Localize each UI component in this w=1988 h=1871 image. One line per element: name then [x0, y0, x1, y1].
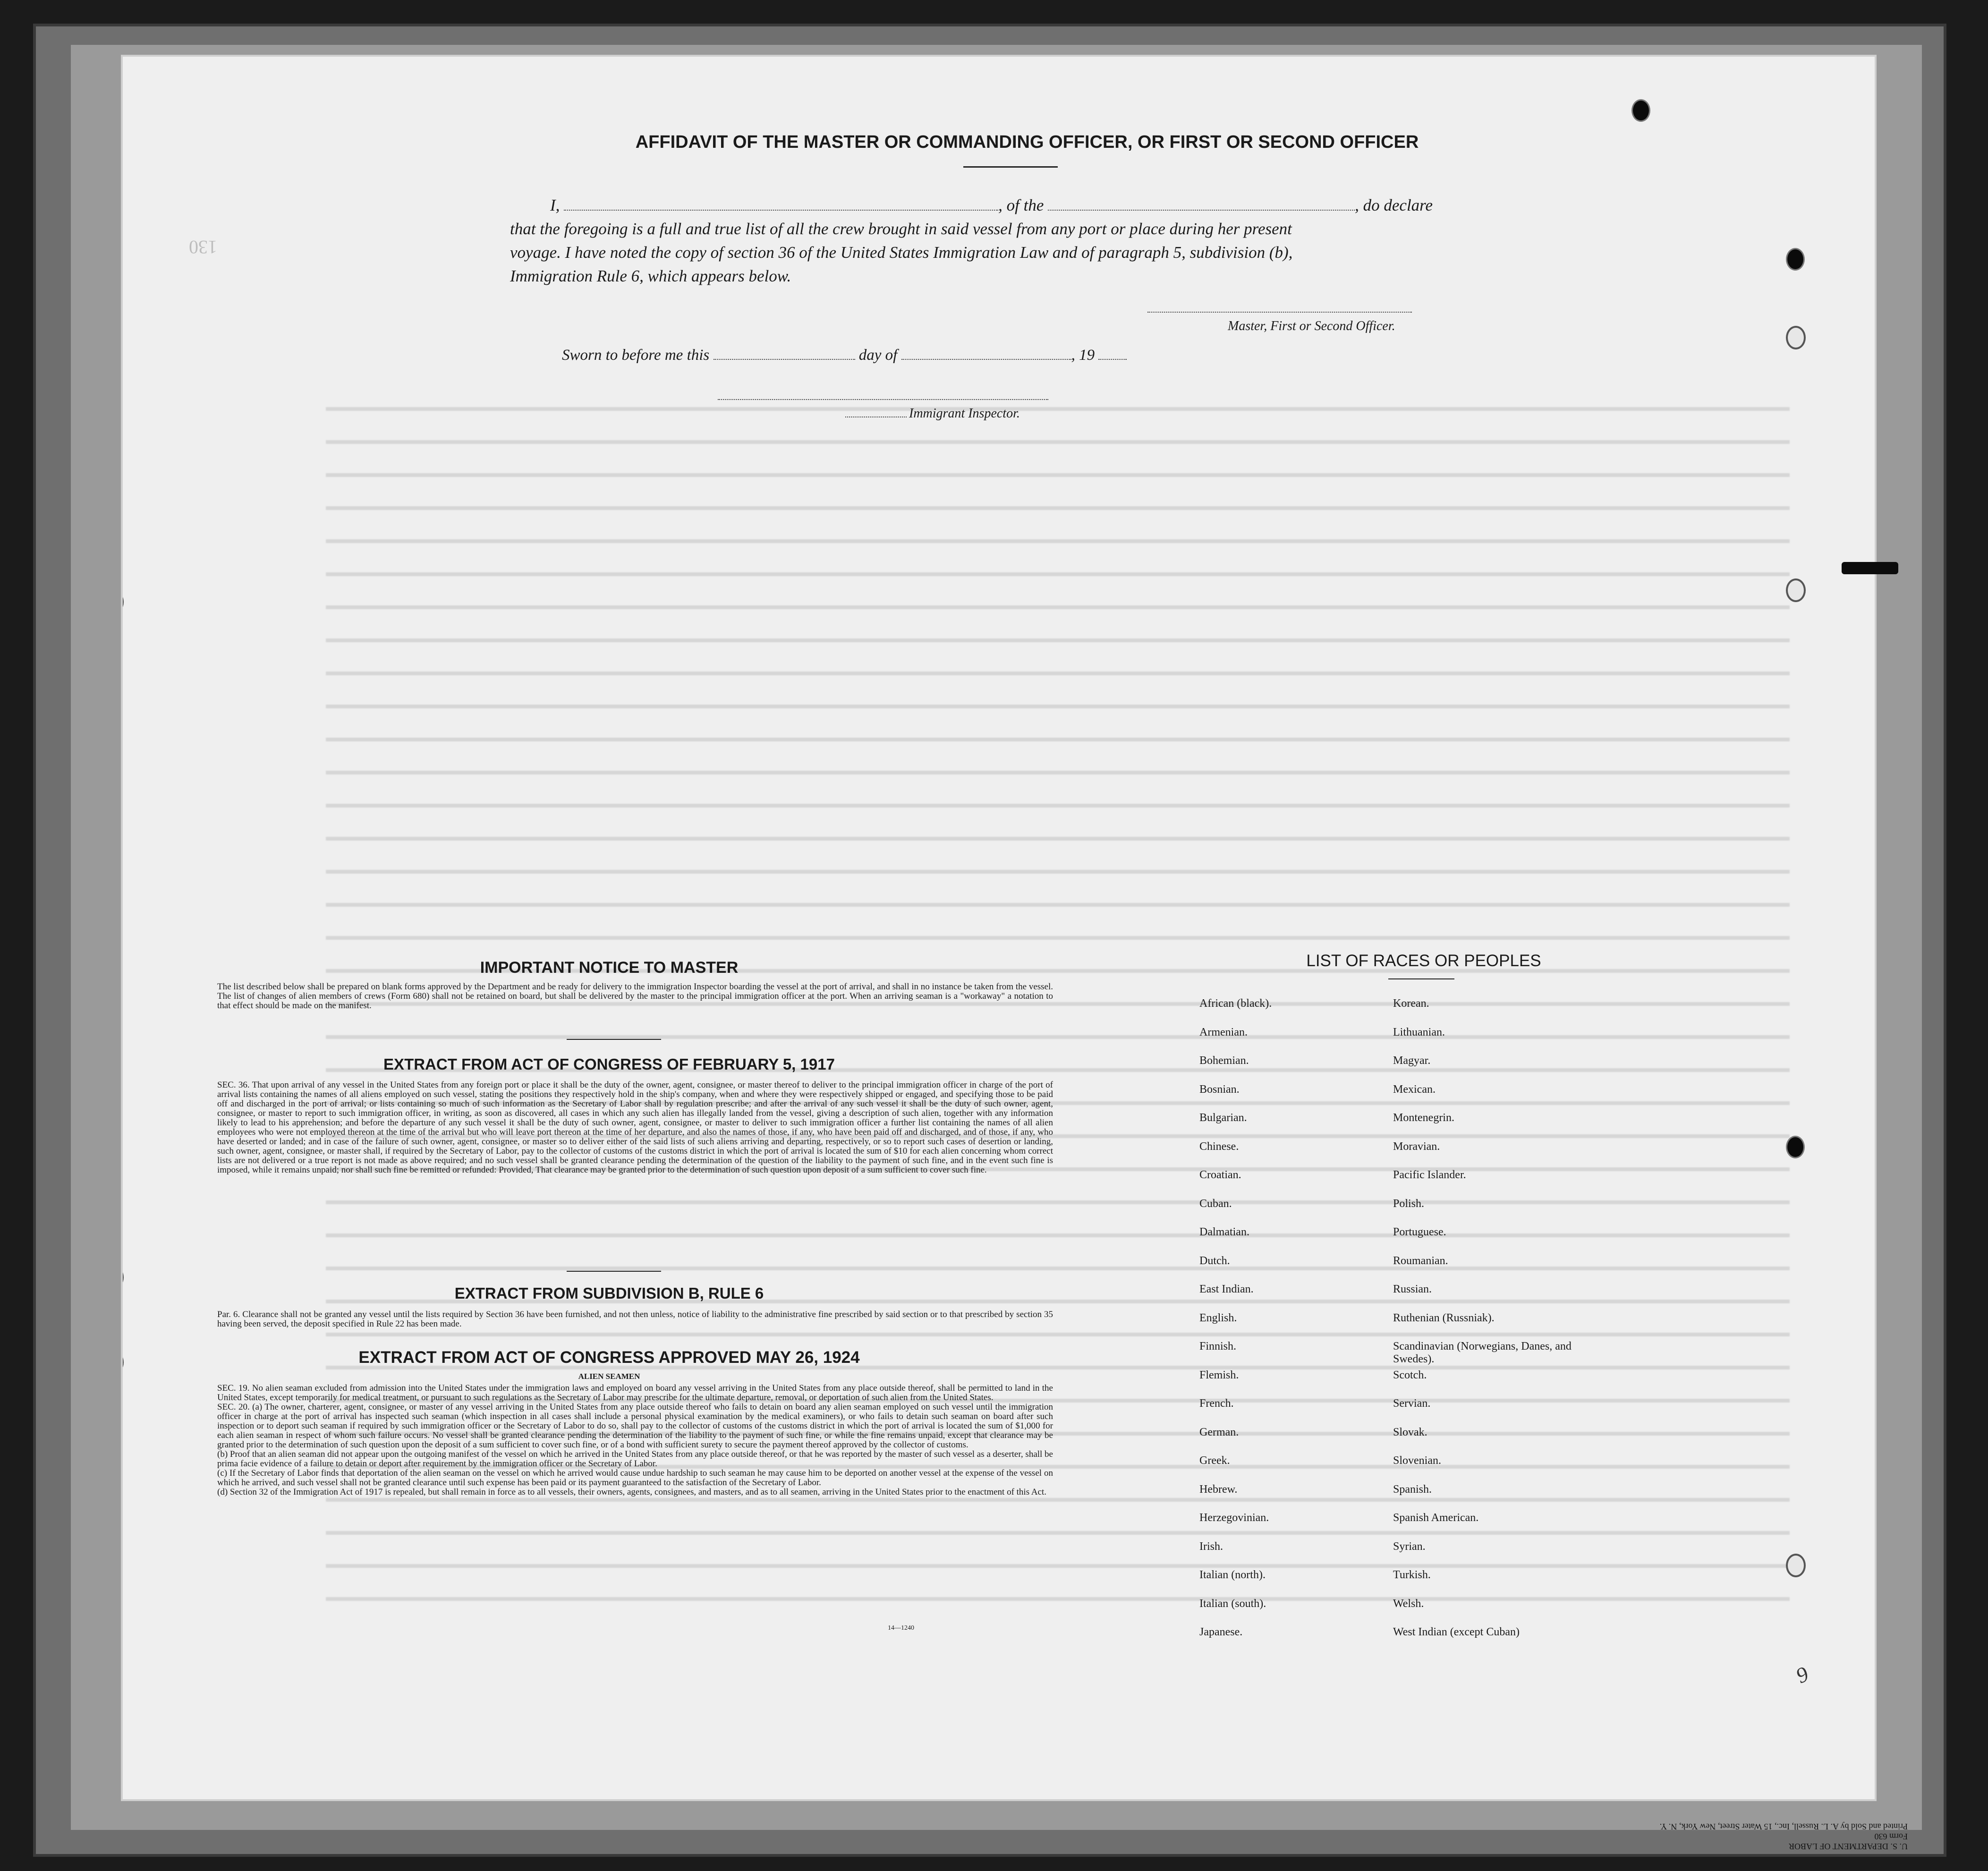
- act-1924-text: [217, 1384, 1053, 1497]
- notice-rule: [567, 1039, 661, 1040]
- race-list-item: German.: [1199, 1426, 1239, 1438]
- affidavit-of-the: , of the: [998, 196, 1044, 214]
- sworn-text: Sworn to before me this: [562, 347, 710, 364]
- affidavit-line-2: that the foregoing is a full and true list of all the crew brought in said vessel from any port or place during her present: [510, 220, 1292, 238]
- punch-hole-icon: [123, 1266, 124, 1289]
- sec-20d-text: (d) Section 32 of the Immigration Act of 1917 is repealed, but shall remain in force as to all vessels, their owners, agents, consignees, and masters, and as to all seamen, arriving in the United States prior to the enactment of this Act.: [217, 1487, 1046, 1497]
- races-right-column: [1393, 997, 1591, 1655]
- rule-6-heading: EXTRACT FROM SUBDIVISION B, RULE 6: [454, 1284, 764, 1302]
- title-rule: [963, 166, 1058, 168]
- notice-text: The list described below shall be prepared on blank forms approved by the Department and be ready for delivery to the immigration Inspector boarding the vessel at the port of arrival, and shall in no instance be taken from the vessel. The list of changes of alien members of crews (Form 680) shall not be retained on board, but shall be delivered by the master to the principal immigration officer at the port. When an arriving seaman is a "workaway" a notation to that effect should be made on the manifest.: [217, 982, 1053, 1011]
- race-list-item: Roumanian.: [1393, 1254, 1448, 1267]
- race-list-item: Irish.: [1199, 1540, 1223, 1553]
- punch-hole-icon: [1786, 248, 1805, 271]
- race-list-item: Moravian.: [1393, 1140, 1440, 1153]
- race-list-item: Herzegovinian.: [1199, 1512, 1269, 1524]
- race-list-item: East Indian.: [1199, 1283, 1254, 1295]
- affidavit-i: I,: [550, 196, 560, 214]
- race-list-item: Slovenian.: [1393, 1454, 1441, 1467]
- notice-heading: IMPORTANT NOTICE TO MASTER: [480, 959, 739, 977]
- punch-hole-icon: [1786, 578, 1806, 602]
- punch-hole-icon: [1786, 326, 1806, 349]
- act-1917-rule: [567, 1271, 661, 1272]
- race-list-item: Bosnian.: [1199, 1083, 1240, 1096]
- race-list-item: Armenian.: [1199, 1026, 1248, 1038]
- affidavit-do-declare: , do declare: [1355, 196, 1433, 214]
- races-heading: LIST OF RACES OR PEOPLES: [1306, 952, 1541, 970]
- race-list-item: Dutch.: [1199, 1254, 1230, 1267]
- act-1917-text: SEC. 36. That upon arrival of any vessel in the United States from any foreign port or place it shall be the duty of the owner, agent, consignee, or master thereof to deliver to the principal immigration officer in charge of the port of arrival lists containing the names of all aliens employed on such vessel, stating the positions they respectively hold in the ship's company, when and where they were respectively shipped or engaged, and specifying those to be paid off and discharged in the port of arrival; or lists containing so much of such information as the Secretary of Labor shall by regulation prescribe; and after the arrival of any such vessel it shall be the duty of such owner, agent, consignee, or master to report to such immigration officer, in writing, as soon as discovered, all cases in which any such alien has illegally landed from the vessel, giving a description of such alien, together with any information likely to lead to his apprehension; and before the departure of any such vessel it shall be the duty of such owner, agent, consignee, or master to deliver to such immigration officer a further list containing the names of all alien employees who were not employed thereon at the time of the arrival but who will leave port thereon at the time of her departure, and also the names of those, if any, who have been paid off and discharged, and of those, if any, who have deserted or landed; and in case of the failure of such owner, agent, consignee, or master so to deliver either of the said lists of such aliens arriving and departing, respectively, or so to report such cases of desertion or landing, such owner, agent, consignee, or master shall, if required by the Secretary of Labor, pay to the collector of customs of the customs district in which the port of arrival is located the sum of $10 for each alien concerning whom correct lists are not delivered or a true report is not made as above required; and no such vessel shall be granted clearance pending the determination of the question of the liability to the payment of such fine, and in the event such fine is imposed, while it remains unpaid; nor shall such fine be remitted or refunded: Provided, That clearance may be granted prior to the determination of such question upon deposit of a sum sufficient to cover such fine.: [217, 1080, 1053, 1175]
- race-list-item: Mexican.: [1393, 1083, 1436, 1096]
- sworn-line: [562, 345, 1127, 364]
- race-list-item: Italian (north).: [1199, 1569, 1266, 1581]
- race-list-item: Servian.: [1393, 1397, 1431, 1410]
- race-list-item: Flemish.: [1199, 1369, 1239, 1381]
- punch-hole-icon: [123, 590, 124, 614]
- under-sheet-imprint: [1313, 1799, 1908, 1851]
- sec-20b-text: (b) Proof that an alien seaman did not appear upon the outgoing manifest of the vessel on which he arrived in the United States from any place outside thereof, or that he was reported by the master of such vessel as a deserter, shall be prima facie evidence of a failure to detain or deport after requirement by the immigration officer or the Secretary of Labor.: [217, 1449, 1053, 1469]
- race-list-item: Slovak.: [1393, 1426, 1427, 1438]
- race-list-item: Dalmatian.: [1199, 1226, 1249, 1238]
- affidavit-body: [510, 194, 1601, 288]
- affidavit-line-1: [510, 194, 1601, 217]
- race-list-item: Italian (south).: [1199, 1597, 1266, 1610]
- race-list-item: Lithuanian.: [1393, 1026, 1445, 1038]
- punch-hole-icon: [1786, 1554, 1806, 1577]
- punch-hole-icon: [1786, 1136, 1805, 1158]
- race-list-item: Japanese.: [1199, 1626, 1243, 1638]
- race-list-item: Bohemian.: [1199, 1055, 1249, 1067]
- inspector-label: Immigrant Inspector.: [909, 406, 1020, 421]
- race-list-item: Polish.: [1393, 1197, 1425, 1210]
- master-signature-label: Master, First or Second Officer.: [1228, 319, 1395, 333]
- race-list-item: Portuguese.: [1393, 1226, 1446, 1238]
- race-list-item: Ruthenian (Russniak).: [1393, 1311, 1495, 1324]
- race-list-item: Scotch.: [1393, 1369, 1427, 1381]
- race-list-item: Cuban.: [1199, 1197, 1232, 1210]
- rule-6-text: Par. 6. Clearance shall not be granted any vessel until the lists required by Section 36 have been furnished, and not then unless, notice of liability to the administrative fine prescribed by said section or to that prescribed by section 35 having been served, the deposit specified in Rule 22 has been made.: [217, 1310, 1053, 1329]
- race-list-item: Finnish.: [1199, 1340, 1237, 1352]
- year-prefix: , 19: [1071, 347, 1095, 364]
- race-list-item: Hebrew.: [1199, 1483, 1238, 1496]
- vessel-blank[interactable]: [1048, 196, 1355, 211]
- race-list-item: Spanish.: [1393, 1483, 1432, 1496]
- master-signature-line[interactable]: [1147, 312, 1412, 313]
- race-list-item: English.: [1199, 1311, 1237, 1324]
- race-list-item: Greek.: [1199, 1454, 1230, 1467]
- day-of-text: day of: [858, 347, 898, 364]
- manifest-page: [123, 57, 1875, 1799]
- margin-page-number: 130: [189, 237, 217, 258]
- race-list-item: Croatian.: [1199, 1169, 1241, 1181]
- sec-20a-text: SEC. 20. (a) The owner, charterer, agent, consignee, or master of any vessel arriving in the United States from any place outside thereof who fails to detain on board any alien seaman employed on such vessel until the immigration officer in charge at the port of arrival has inspected such seaman (which inspection in all cases shall include a personal physical examination by the medical examiners), or who fails to detain such seaman on board after such inspection or to deport such seaman if required by such immigration officer or the Secretary of Labor to do so, shall pay to the collector of customs of the customs district in which the port of arrival is located the sum of $1,000 for each alien seaman in respect of whom such failure occurs. No vessel shall be granted clearance pending the determination of the liability to the payment of such fine, or while the fine remains unpaid, except that clearance may be granted prior to the determination of such question upon the deposit of a sum sufficient to cover such fine, or of a bond with sufficient surety to secure the payment thereof approved by the collector of customs.: [217, 1402, 1053, 1450]
- race-list-item: Chinese.: [1199, 1140, 1239, 1153]
- race-list-item: Pacific Islander.: [1393, 1169, 1466, 1181]
- sworn-year-blank[interactable]: [1098, 345, 1127, 360]
- race-list-item: Bulgarian.: [1199, 1112, 1247, 1124]
- imprint-line-2: Form 630: [1874, 1832, 1908, 1841]
- form-code: 14—1240: [888, 1624, 914, 1632]
- race-list-item: Russian.: [1393, 1283, 1432, 1295]
- race-list-item: African (black).: [1199, 997, 1272, 1010]
- race-list-item: West Indian (except Cuban): [1393, 1626, 1520, 1638]
- inspector-signature-line[interactable]: [718, 399, 1048, 400]
- sec-19-text: SEC. 19. No alien seaman excluded from admission into the United States under the immigration laws and employed on board any vessel arriving in the United States from any place outside thereof, shall be permitted to land in the United States, except temporarily for medical treatment, or pursuant to such regulations as the Secretary of Labor may prescribe for the ultimate departure, removal, or deportation of such alien from the United States.: [217, 1383, 1053, 1403]
- race-list-item: Turkish.: [1393, 1569, 1431, 1581]
- race-list-item: Welsh.: [1393, 1597, 1424, 1610]
- race-list-item: Montenegrin.: [1393, 1112, 1454, 1124]
- imprint-line-3: Printed and Sold by A. L. Russell, Inc., 15 Water Street, New York, N. Y.: [1659, 1822, 1908, 1831]
- races-rule: [1388, 978, 1454, 979]
- races-left-column: [1199, 997, 1379, 1655]
- affidavit-title: AFFIDAVIT OF THE MASTER OR COMMANDING OFFICER, OR FIRST OR SECOND OFFICER: [635, 132, 1419, 152]
- act-1924-heading: EXTRACT FROM ACT OF CONGRESS APPROVED MAY 26, 1924: [358, 1348, 860, 1367]
- sec-20c-text: (c) If the Secretary of Labor finds that deportation of the alien seaman on the vessel on which he arrived would cause undue hardship to such seaman he may cause him to be deported on another vessel at the expense of the vessel on which he arrived, and such vessel shall not be granted clearance until such expense has been paid or its payment guaranteed to the satisfaction of the Secretary of Labor.: [217, 1468, 1053, 1488]
- affidavit-line-3: voyage. I have noted the copy of section 36 of the United States Immigration Law and of paragraph 5, subdivision (b),: [510, 243, 1293, 262]
- race-list-item: Spanish American.: [1393, 1512, 1479, 1524]
- affidavit-line-4: Immigration Rule 6, which appears below.: [510, 267, 791, 285]
- punch-hole-icon: [1631, 99, 1650, 122]
- binder-clip: [1842, 562, 1898, 574]
- sworn-month-blank[interactable]: [901, 345, 1071, 360]
- alien-seamen-subheading: ALIEN SEAMEN: [578, 1372, 640, 1381]
- punch-hole-icon: [123, 1351, 124, 1374]
- name-blank[interactable]: [564, 196, 998, 211]
- race-list-item: Syrian.: [1393, 1540, 1426, 1553]
- race-list-item: Scandinavian (Norwegians, Danes, and Swedes).: [1393, 1340, 1572, 1365]
- sworn-day-blank[interactable]: [714, 345, 855, 360]
- imprint-line-1: U. S. DEPARTMENT OF LABOR: [1789, 1842, 1908, 1851]
- act-1917-heading: EXTRACT FROM ACT OF CONGRESS OF FEBRUARY 5, 1917: [383, 1055, 835, 1073]
- race-list-item: Magyar.: [1393, 1055, 1431, 1067]
- race-list-item: Korean.: [1393, 997, 1429, 1010]
- corner-pencil-mark: 9: [1792, 1661, 1812, 1688]
- race-list-item: French.: [1199, 1397, 1234, 1410]
